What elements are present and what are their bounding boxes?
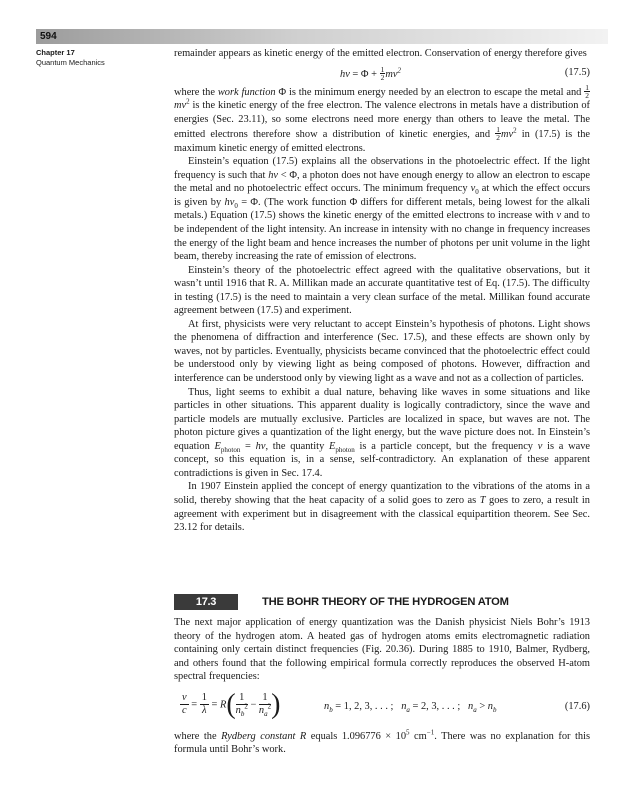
paragraph-9: where the Rydberg constant R equals $1.096776 \times 10^5$ $cm^{-1}$. There was no explanation for this formula until Bohr’s work. bbox=[174, 728, 590, 756]
section-title: THE BOHR THEORY OF THE HYDROGEN ATOM bbox=[262, 596, 509, 608]
paragraph-2: where the work function Φ is the minimum energy needed by an electron to escape the metal and $\frac{1}{2}$ $mv^2$ is the kinetic energy of the free electron. The valence electrons in metals have a distribution of energies (Sec. 23.11), so some electrons need more energy than others to leave the metal. The emitted electrons therefore show a distribution of kinetic energies, and $\frac{1}{2}$ $mv^2$ in (17.5) is the maximum kinetic energy of emitted electrons. bbox=[174, 82, 591, 154]
equation-17-6-conditions: $n_b = 1$, 2, 3, . . . ; $n_a = 2$, 3, . . . ; $n_a > n_b$ bbox=[324, 700, 497, 714]
paragraph-5: At first, physicists were very reluctant to accept Einstein’s hypothesis of photons. Light shows the phenomena of diffraction and interference (Sec. 17.5), and these effects are shown only by waves, not by particles. Eventually, physicists became convinced that the photoelectric effect could be understood only by viewing light as being composed of photons. However, diffraction and interference can be understood only by viewing light as a wave and not as a collection of particles. bbox=[174, 318, 590, 385]
section-body-text bbox=[174, 616, 590, 757]
chapter-sidebar bbox=[36, 48, 166, 68]
paragraph-7: In 1907 Einstein applied the concept of energy quantization to the vibrations of the atoms in a solid, thereby showing that the heat capacity of a solid goes to zero as T goes to zero, a result in agreement with experiment but in disagreement with the classical equipartition theorem. See Sec. 23.12 for details. bbox=[174, 481, 590, 534]
paragraph-6: Thus, light seems to exhibit a dual nature, behaving like waves in some situations and like particles in other situations. This apparent duality is logically contradictory, since the wave and particle models are mutually exclusive. Particles are localized in space, but waves are not. The photon picture gives a quantization of the light energy, but the wave picture does not. In Einstein’s equation $E_{photon} = h\nu$, the quantity $E_{photon}$ is a particle concept, but the frequency ν is a wave concept, so this equation is, in a sense, self-contradictory. An explanation of these apparent contradictions is given in Sec. 17.4. bbox=[174, 386, 591, 479]
page-number: 594 bbox=[40, 31, 57, 42]
chapter-title: Quantum Mechanics bbox=[36, 58, 105, 67]
equation-17-5-number: (17.5) bbox=[564, 66, 590, 78]
section-heading bbox=[174, 594, 590, 610]
term-work-function: work function bbox=[217, 86, 276, 98]
equation-17-6 bbox=[174, 687, 590, 727]
paragraph-8: The next major application of energy quantization was the Danish physicist Niels Bohr’s 1913 theory of the hydrogen atom. A heated gas of hydrogen atoms emits electromagnetic radiation containing only certain distinct frequencies (Fig. 20.36). During 1885 to 1910, Balmer, Rydberg, and others found that the following empirical formula correctly reproduces the observed H-atom spectral frequencies: bbox=[174, 617, 590, 683]
equation-17-5 bbox=[174, 65, 590, 82]
body-text bbox=[174, 47, 590, 535]
paragraph-1: remainder appears as kinetic energy of the emitted electron. Conservation of energy therefore gives bbox=[174, 48, 587, 59]
equation-17-5-expression: hν = Φ + $\frac{1}{2}$ $mv^2$ bbox=[340, 64, 401, 82]
paragraph-3: Einstein’s equation (17.5) explains all the observations in the photoelectric effect. If the light frequency is such that hν < Φ, a photon does not have enough energy to allow an electron to escape the metal and no photoelectric effect occurs. The minimum frequency $\nu_0$ at which the effect occurs is given by $h\nu_0 = \Phi$. (The work function Φ differs for different metals, being lowest for the alkali metals.) Equation (17.5) shows the kinetic energy of the emitted electrons to increase with ν and to be independent of the light intensity. An increase in intensity with no change in frequency increases the energy of the light beam and hence increases the number of photons per unit volume in the light beam, thereby increasing the rate of emission of electrons. bbox=[174, 156, 591, 263]
equation-17-6-expression: $\frac{\nu}{c}$ = $\frac{1}{\lambda}$ = R( $\frac{1}{n_b^2}$ − $\frac{1}{n_a^2}$ ) bbox=[182, 688, 281, 720]
paragraph-4: Einstein’s theory of the photoelectric effect agreed with the qualitative observations, but it wasn’t until 1916 that R. A. Millikan made an accurate quantitative test of Eq. (17.5). The difficulty in testing (17.5) is the need to maintain a very clean surface of the metal. Millikan found accurate agreement between (17.5) and experiment. bbox=[174, 264, 590, 317]
section-number-badge: 17.3 bbox=[174, 594, 238, 610]
equation-17-6-number: (17.6) bbox=[564, 700, 590, 712]
term-rydberg-constant: Rydberg constant R bbox=[221, 730, 307, 742]
chapter-label: Chapter 17 bbox=[36, 48, 75, 57]
page-header-bar bbox=[36, 29, 608, 44]
